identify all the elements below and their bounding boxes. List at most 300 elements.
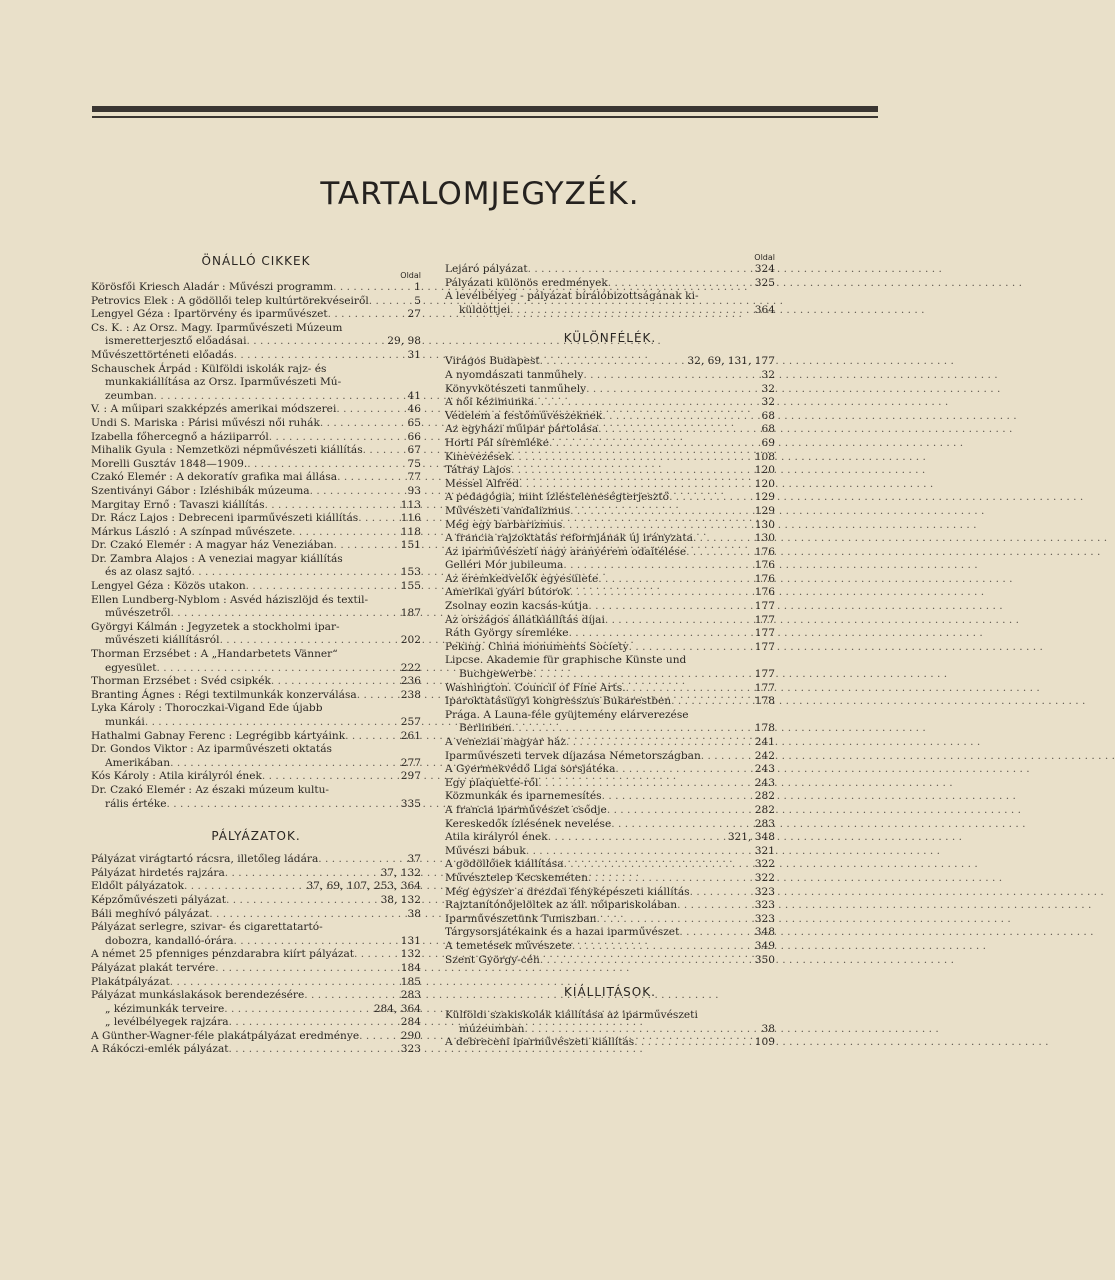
toc-entry	[91, 770, 421, 784]
leader-dots	[570, 586, 752, 600]
toc-entry-line: Schauschek Árpád : Külföldi iskolák rajz- és	[91, 362, 327, 375]
toc-entry-page: 323	[754, 899, 775, 912]
right-column	[445, 252, 775, 1050]
toc-entry-title: Rajztanítónőjelöltek az áll. nőipariskolában	[445, 899, 678, 912]
toc-entry-title: Morelli Gusztáv 1848—1909.	[91, 457, 248, 470]
toc-entry	[91, 526, 421, 540]
toc-entry	[91, 880, 421, 894]
leader-dots	[191, 566, 397, 580]
toc-entry-page: 321, 348	[727, 831, 775, 844]
toc-entry	[445, 573, 775, 587]
toc-entry-title: Amerikában	[105, 756, 171, 769]
leader-dots	[611, 818, 752, 832]
toc-entry-page: 93	[407, 484, 421, 497]
toc-entry-title: Kós Károly : Atila királyról ének	[91, 770, 262, 783]
toc-entry-page: 335	[400, 797, 421, 810]
toc-entry	[91, 566, 421, 580]
toc-entry-title: Petrovics Elek : A gödöllői telep kultúrtörekvéseiről	[91, 294, 369, 307]
toc-entry-page: 37, 69, 107, 253, 364	[306, 880, 421, 893]
toc-entry-title: Még egyszer a drezdai fényképészeti kiállítás	[445, 885, 690, 898]
toc-entry-page: 177	[754, 627, 775, 640]
toc-entry-title: Atila királyról ének	[445, 831, 548, 844]
misc-list	[445, 355, 775, 967]
toc-entry-title: dobozra, kandalló-órára	[105, 934, 234, 947]
toc-entry	[445, 277, 775, 291]
page-column-label: Oldal	[400, 271, 421, 280]
section-heading-misc: KÜLÖNFÉLÉK.	[563, 331, 657, 346]
leader-dots	[629, 641, 752, 655]
toc-entry-page: 261	[400, 729, 421, 742]
toc-entry-title: Eldőlt pályázatok	[91, 880, 185, 893]
toc-entry-page: 325	[754, 276, 775, 289]
toc-entry-page: 238	[400, 688, 421, 701]
toc-entry-page: 32	[761, 382, 775, 395]
leader-dots	[588, 872, 752, 886]
toc-entry-title: Amerikai gyári bútorok	[445, 586, 570, 599]
toc-entry-title: Még egy barbarizmus	[445, 518, 563, 531]
toc-entry-page: 151	[400, 539, 421, 552]
leader-dots	[615, 763, 751, 777]
toc-entry-title: Mihalik Gyula : Nemzetközi népművészeti kiállítás	[91, 444, 363, 457]
leader-dots	[519, 478, 752, 492]
toc-entry	[91, 390, 421, 404]
leader-dots	[318, 853, 404, 867]
toc-entry-title: Iparművészeti tervek díjazása Németországban	[445, 749, 701, 762]
toc-entry-page: 177	[754, 613, 775, 626]
toc-entry	[445, 532, 775, 546]
toc-entry-line: Pályázat serlegre, szivar- és cigarettatartó-	[91, 921, 323, 934]
leader-dots	[534, 396, 758, 410]
toc-entry-page: 324	[754, 263, 775, 275]
toc-entry-page: 321	[754, 844, 775, 857]
toc-entry-page: 130	[754, 518, 775, 531]
toc-entry-page: 116	[400, 512, 421, 525]
toc-entry	[91, 539, 421, 553]
toc-entry	[91, 853, 421, 867]
toc-entry-title: A francia iparművészet csődje	[445, 803, 607, 816]
leader-dots	[246, 580, 398, 594]
toc-entry	[445, 790, 775, 804]
toc-entry	[91, 580, 421, 594]
toc-entry	[91, 485, 421, 499]
toc-entry-title: Hathalmi Gabnay Ferenc : Legrégibb kártyáink	[91, 729, 346, 742]
toc-entry-page: 277	[400, 756, 421, 769]
toc-entry-page: 32	[761, 396, 775, 409]
leader-dots	[229, 1016, 398, 1030]
toc-entry-line: Cs. K. : Az Orsz. Magy. Iparművészeti Múzeum	[91, 321, 343, 334]
toc-entry-title: A gödöllőiek kiállítása	[445, 858, 564, 871]
toc-entry-page: 113	[400, 498, 421, 511]
toc-entry-page: 31	[407, 348, 421, 361]
toc-entry-title: rális értéke	[105, 797, 167, 810]
leader-dots	[320, 417, 405, 431]
toc-entry-title: Iparoktatásügyi kongresszus Bukarestben	[445, 695, 672, 708]
toc-entry	[91, 730, 421, 744]
toc-entry-title: Művészettörténeti előadás	[91, 348, 234, 361]
toc-entry-page: 322	[754, 858, 775, 871]
toc-entry-page: 46	[407, 403, 421, 416]
toc-entry-page: 131	[400, 934, 421, 947]
leader-dots	[345, 730, 398, 744]
leader-dots	[209, 908, 404, 922]
toc-entry	[445, 263, 775, 277]
toc-entry-page: 155	[400, 580, 421, 593]
leader-dots	[679, 926, 751, 940]
toc-entry-line: Külföldi szakiskolák kiállítása az iparművészeti	[445, 1009, 698, 1022]
leader-dots	[572, 940, 752, 954]
page-column-label: Oldal	[754, 253, 775, 262]
toc-entry	[445, 519, 775, 533]
toc-entry-page: 1	[414, 281, 421, 293]
leader-dots	[538, 777, 751, 791]
toc-entry-page: 176	[754, 545, 775, 558]
toc-entry-line: Lipcse. Akademie für graphische Künste und	[445, 654, 687, 667]
toc-entry-line: Ellen Lundberg-Nyblom : Asvéd háziszlöjd és textil-	[91, 593, 369, 606]
toc-entry-page: 236	[400, 675, 421, 688]
toc-entry-title: művészetről	[105, 607, 171, 620]
toc-entry	[445, 383, 775, 397]
toc-entry	[91, 976, 421, 990]
exhibitions-list	[445, 1009, 775, 1050]
toc-entry	[445, 845, 775, 859]
toc-entry-title: Branting Ágnes : Régi textilmunkák konzerválása	[91, 688, 357, 701]
toc-entry-title: A debreceni iparművészeti kiállítás	[445, 1036, 635, 1049]
toc-entry-page: 153	[400, 566, 421, 579]
leader-dots	[363, 444, 405, 458]
toc-entry	[445, 410, 775, 424]
toc-entry-page: 38, 132	[380, 893, 421, 906]
toc-entry	[91, 444, 421, 458]
leader-dots	[607, 804, 752, 818]
leader-dots	[598, 573, 751, 587]
toc-entry-page: 75	[407, 457, 421, 470]
leader-dots	[171, 607, 398, 621]
toc-entry	[91, 634, 421, 648]
toc-entry-title: Thorman Erzsébet : Svéd csipkék	[91, 675, 271, 688]
toc-entry-title: egyesület	[105, 661, 157, 674]
toc-entry-title: Dr. Czakó Elemér : A magyar ház Veneziában	[91, 539, 334, 552]
toc-entry-page: 243	[754, 763, 775, 776]
toc-entry-page: 38	[407, 907, 421, 920]
toc-entry-page: 32, 69, 131, 177	[687, 355, 775, 368]
toc-entry-title: Szent György-céh	[445, 953, 540, 966]
toc-entry	[445, 641, 775, 655]
toc-entry	[91, 1043, 421, 1057]
top-rule-thick	[92, 106, 878, 112]
top-rule-thin	[92, 116, 878, 118]
toc-entry	[445, 804, 775, 818]
leader-dots	[564, 858, 752, 872]
toc-entry-page: 349	[754, 939, 775, 952]
toc-entry-title: „ kézimunkák terveire	[105, 1002, 225, 1015]
toc-entry	[91, 335, 421, 349]
toc-entry-page: 68	[761, 423, 775, 436]
leader-dots	[170, 757, 398, 771]
toc-entry-line: Dr. Gondos Viktor : Az iparművészeti oktatás	[91, 743, 332, 756]
toc-entry	[445, 695, 775, 709]
competitions-list	[91, 853, 421, 1057]
toc-entry	[91, 281, 421, 295]
leader-dots	[598, 423, 758, 437]
toc-entry-title: Pályázat virágtartó rácsra, illetőleg ládára	[91, 853, 319, 866]
toc-entry-page: 132	[400, 948, 421, 961]
toc-entry	[91, 716, 421, 730]
toc-entry-title: Körösfői Kriesch Aladár : Művészi programm	[91, 281, 334, 293]
toc-entry	[445, 668, 775, 682]
toc-entry	[445, 304, 775, 318]
toc-entry-title: V. : A műipari szakképzés amerikai módszerei	[91, 403, 337, 416]
leader-dots	[686, 546, 752, 560]
leader-dots	[570, 505, 752, 519]
toc-entry-page: 37	[407, 853, 421, 866]
toc-entry-page: 283	[754, 817, 775, 830]
toc-entry	[91, 499, 421, 513]
toc-entry-title: Pályázat plakát tervére	[91, 961, 216, 974]
leader-dots	[215, 962, 398, 976]
toc-entry-title: Egy plaquette-ről	[445, 776, 539, 789]
toc-entry-page: 32	[761, 368, 775, 381]
toc-entry-page: 130	[754, 532, 775, 545]
toc-entry-page: 348	[754, 926, 775, 939]
toc-entry-page: 65	[407, 416, 421, 429]
toc-entry	[445, 478, 775, 492]
toc-entry-page: 29, 98	[387, 335, 421, 348]
leader-dots	[512, 451, 752, 465]
toc-entry-title: Az országos állatkiállítás díjai	[445, 613, 605, 626]
toc-entry	[91, 894, 421, 908]
toc-entry-title: A francia rajzoktatás reformjának új irányzata	[445, 532, 693, 545]
toc-entry-title: és az olasz sajtó	[105, 566, 192, 579]
leader-dots	[562, 519, 751, 533]
toc-entry-title: A nyomdászati tanműhely	[445, 368, 584, 381]
toc-entry	[445, 451, 775, 465]
leader-dots	[608, 277, 752, 291]
toc-entry-title: Lengyel Géza : Közös utakon	[91, 580, 246, 593]
toc-entry-page: 222	[400, 661, 421, 674]
toc-entry-title: Pályázati különös eredmények	[445, 276, 608, 289]
leader-dots	[548, 831, 725, 845]
toc-entry-title: Buchgewerbe	[459, 668, 533, 681]
toc-entry	[445, 464, 775, 478]
toc-entry-page: 243	[754, 776, 775, 789]
toc-entry-page: 129	[754, 504, 775, 517]
leader-dots	[693, 532, 752, 546]
toc-entry-title: Kereskedők ízlésének nevelése	[445, 817, 612, 830]
toc-entry	[445, 858, 775, 872]
leader-dots	[677, 899, 752, 913]
toc-entry	[91, 948, 421, 962]
toc-entry-page: 257	[400, 716, 421, 728]
toc-entry-title: Gelléri Mór jubileuma	[445, 559, 564, 572]
toc-entry-page: 176	[754, 572, 775, 585]
leader-dots	[226, 894, 378, 908]
leader-dots	[690, 886, 752, 900]
leader-dots	[271, 675, 398, 689]
leader-dots	[533, 668, 752, 682]
toc-entry	[445, 886, 775, 900]
toc-entry-page: 68	[761, 409, 775, 422]
toc-entry	[91, 512, 421, 526]
toc-entry-page: 66	[407, 430, 421, 443]
toc-entry-title: művészeti kiállításról	[105, 634, 220, 647]
toc-entry-title: Szentiványi Gábor : Izléshibák múzeuma	[91, 484, 310, 497]
toc-entry-title: A Günther-Wagner-féle plakátpályázat eredménye	[91, 1029, 360, 1042]
toc-entry-title: Tárgysorsjátékaink és a hazai iparművészet	[445, 926, 680, 939]
leader-dots	[354, 948, 398, 962]
leader-dots	[605, 614, 752, 628]
toc-entry-title: Pályázat munkáslakások berendezésére	[91, 989, 305, 1002]
leader-dots	[292, 526, 398, 540]
toc-entry-line: munkakiállítása az Orsz. Iparművészeti Mú-	[105, 376, 342, 389]
toc-entry	[445, 777, 775, 791]
toc-entry-title: Az egyházi műipar pártolása	[445, 423, 599, 436]
leader-dots	[566, 736, 752, 750]
toc-entry-page: 284	[400, 1016, 421, 1029]
toc-entry	[91, 417, 421, 431]
toc-entry-page: 178	[754, 722, 775, 735]
leader-dots	[626, 682, 752, 696]
toc-entry-title: Az iparművészeti nagy aranyérem odaítélése	[445, 545, 687, 558]
toc-entry-page: 290	[400, 1029, 421, 1042]
toc-entry	[445, 559, 775, 573]
toc-entry-page: 108	[754, 450, 775, 463]
toc-entry-title: Pályázat hirdetés rajzára	[91, 866, 225, 879]
toc-entry-page: 177	[754, 640, 775, 653]
leader-dots	[358, 512, 398, 526]
toc-entry-line: Dr. Zambra Alajos : A veneziai magyar kiállítás	[91, 552, 343, 565]
toc-entry-page: 185	[400, 975, 421, 988]
leader-dots	[671, 695, 752, 709]
leader-dots	[234, 935, 398, 949]
toc-entry	[91, 308, 421, 322]
toc-entry-title: Dr. Rácz Lajos : Debreceni iparművészeti kiállítás	[91, 512, 359, 525]
leader-dots	[269, 431, 405, 445]
toc-entry	[91, 689, 421, 703]
toc-entry-title: múzeumban	[459, 1022, 525, 1035]
toc-entry-title: Zsolnay eozin kacsás-kútja	[445, 600, 589, 613]
toc-entry	[445, 682, 775, 696]
toc-entry-title: Művészeti vandalizmus	[445, 504, 571, 517]
toc-entry-page: 41	[407, 389, 421, 402]
toc-entry	[445, 750, 775, 764]
toc-entry-title: A Gyermekvédő Liga sorsjátéka	[445, 763, 616, 776]
toc-entry	[445, 763, 775, 777]
leader-dots	[224, 1003, 371, 1017]
leader-dots	[511, 464, 752, 478]
toc-entry-page: 177	[754, 600, 775, 613]
toc-entry-title: Ráth György síremléke	[445, 627, 569, 640]
leader-dots	[634, 1036, 752, 1050]
section-heading-articles: ÖNÁLLÓ CIKKEK	[201, 254, 311, 268]
toc-entry	[445, 600, 775, 614]
leader-dots	[528, 263, 752, 277]
toc-entry-title: küldöttjei	[459, 303, 511, 316]
toc-entry-title: munkái	[105, 716, 145, 728]
toc-entry-title: Lengyel Géza : Ipartörvény és iparművészet	[91, 308, 328, 321]
toc-entry-page: 177	[754, 668, 775, 681]
toc-entry	[445, 954, 775, 968]
toc-entry	[445, 437, 775, 451]
leader-dots	[154, 390, 405, 404]
toc-entry-line: A levélbélyeg - pályázat bírálóbizottságának ki-	[445, 290, 699, 303]
toc-entry-page: 187	[400, 607, 421, 620]
toc-entry-title: Peking. China monuments Society	[445, 640, 629, 653]
toc-entry	[91, 662, 421, 676]
toc-entry-title: A Rákóczi-emlék pályázat	[91, 1043, 229, 1056]
leader-dots	[304, 989, 398, 1003]
toc-entry-page: 118	[400, 525, 421, 538]
toc-entry-page: 202	[400, 634, 421, 647]
toc-entry-title: Berlinben	[459, 722, 512, 735]
toc-entry	[445, 586, 775, 600]
toc-entry	[445, 722, 775, 736]
toc-entry-page: 176	[754, 586, 775, 599]
leader-dots	[357, 689, 398, 703]
leader-dots	[540, 954, 752, 968]
toc-entry-page: 177	[754, 681, 775, 694]
toc-entry-title: A pedagógia, mint ízlésteleneségterjesztő	[445, 491, 670, 504]
toc-entry-page: 38	[761, 1022, 775, 1035]
toc-entry-title: Könyvkötészeti tanműhely	[445, 382, 587, 395]
toc-entry-page: 284, 364	[373, 1002, 421, 1015]
toc-entry-title: A temetések művészete	[445, 939, 572, 952]
toc-entry-page: 37, 132	[380, 866, 421, 879]
leader-dots	[337, 471, 404, 485]
toc-entry-title: Plakátpályázat	[91, 975, 170, 988]
toc-entry-page: 364	[754, 303, 775, 316]
toc-entry-page: 283	[400, 989, 421, 1002]
toc-entry	[91, 471, 421, 485]
toc-entry	[91, 935, 421, 949]
leader-dots	[170, 976, 398, 990]
page-title: TARTALOMJEGYZÉK.	[320, 176, 640, 212]
toc-entry-title: Közmunkák és iparnemesítés	[445, 790, 602, 803]
toc-entry	[445, 872, 775, 886]
toc-entry	[445, 940, 775, 954]
toc-entry-title: A női kézimunka	[445, 396, 535, 409]
toc-entry-page: 322	[754, 871, 775, 884]
leader-dots	[184, 880, 303, 894]
toc-entry	[445, 396, 775, 410]
toc-entry-title: zeumban	[105, 389, 154, 402]
toc-entry	[445, 1023, 775, 1037]
toc-entry-page: 282	[754, 790, 775, 803]
toc-entry	[91, 403, 421, 417]
leader-dots	[510, 304, 752, 318]
toc-entry-title: Az éremkedvelők egyesülete	[445, 572, 599, 585]
toc-entry-title: Márkus László : A színpad művészete	[91, 525, 293, 538]
toc-entry-page: 242	[754, 749, 775, 762]
toc-entry-line: Prága. A Launa-féle gyüjtemény elárverezése	[445, 708, 689, 721]
leader-dots	[328, 308, 405, 322]
toc-entry-line: Györgyi Kálmán : Jegyzetek a stockholmi ipar-	[91, 620, 340, 633]
leader-dots	[167, 798, 398, 812]
leader-dots	[526, 845, 752, 859]
toc-entry-page: 282	[754, 803, 775, 816]
left-column	[91, 252, 421, 1057]
toc-entry-page: 109	[754, 1036, 775, 1049]
leader-dots	[588, 600, 751, 614]
toc-entry	[445, 926, 775, 940]
toc-entry-page: 176	[754, 559, 775, 572]
toc-entry-title: Lejáró pályázat	[445, 263, 528, 275]
toc-entry-title: Czakó Elemér : A dekoratív grafika mai állása	[91, 471, 338, 484]
leader-dots	[359, 1030, 398, 1044]
toc-entry	[445, 818, 775, 832]
toc-entry	[91, 675, 421, 689]
toc-entry-title: A német 25 pfenniges pénzdarabra kiírt pályázat	[91, 948, 355, 961]
toc-entry-page: 129	[754, 491, 775, 504]
